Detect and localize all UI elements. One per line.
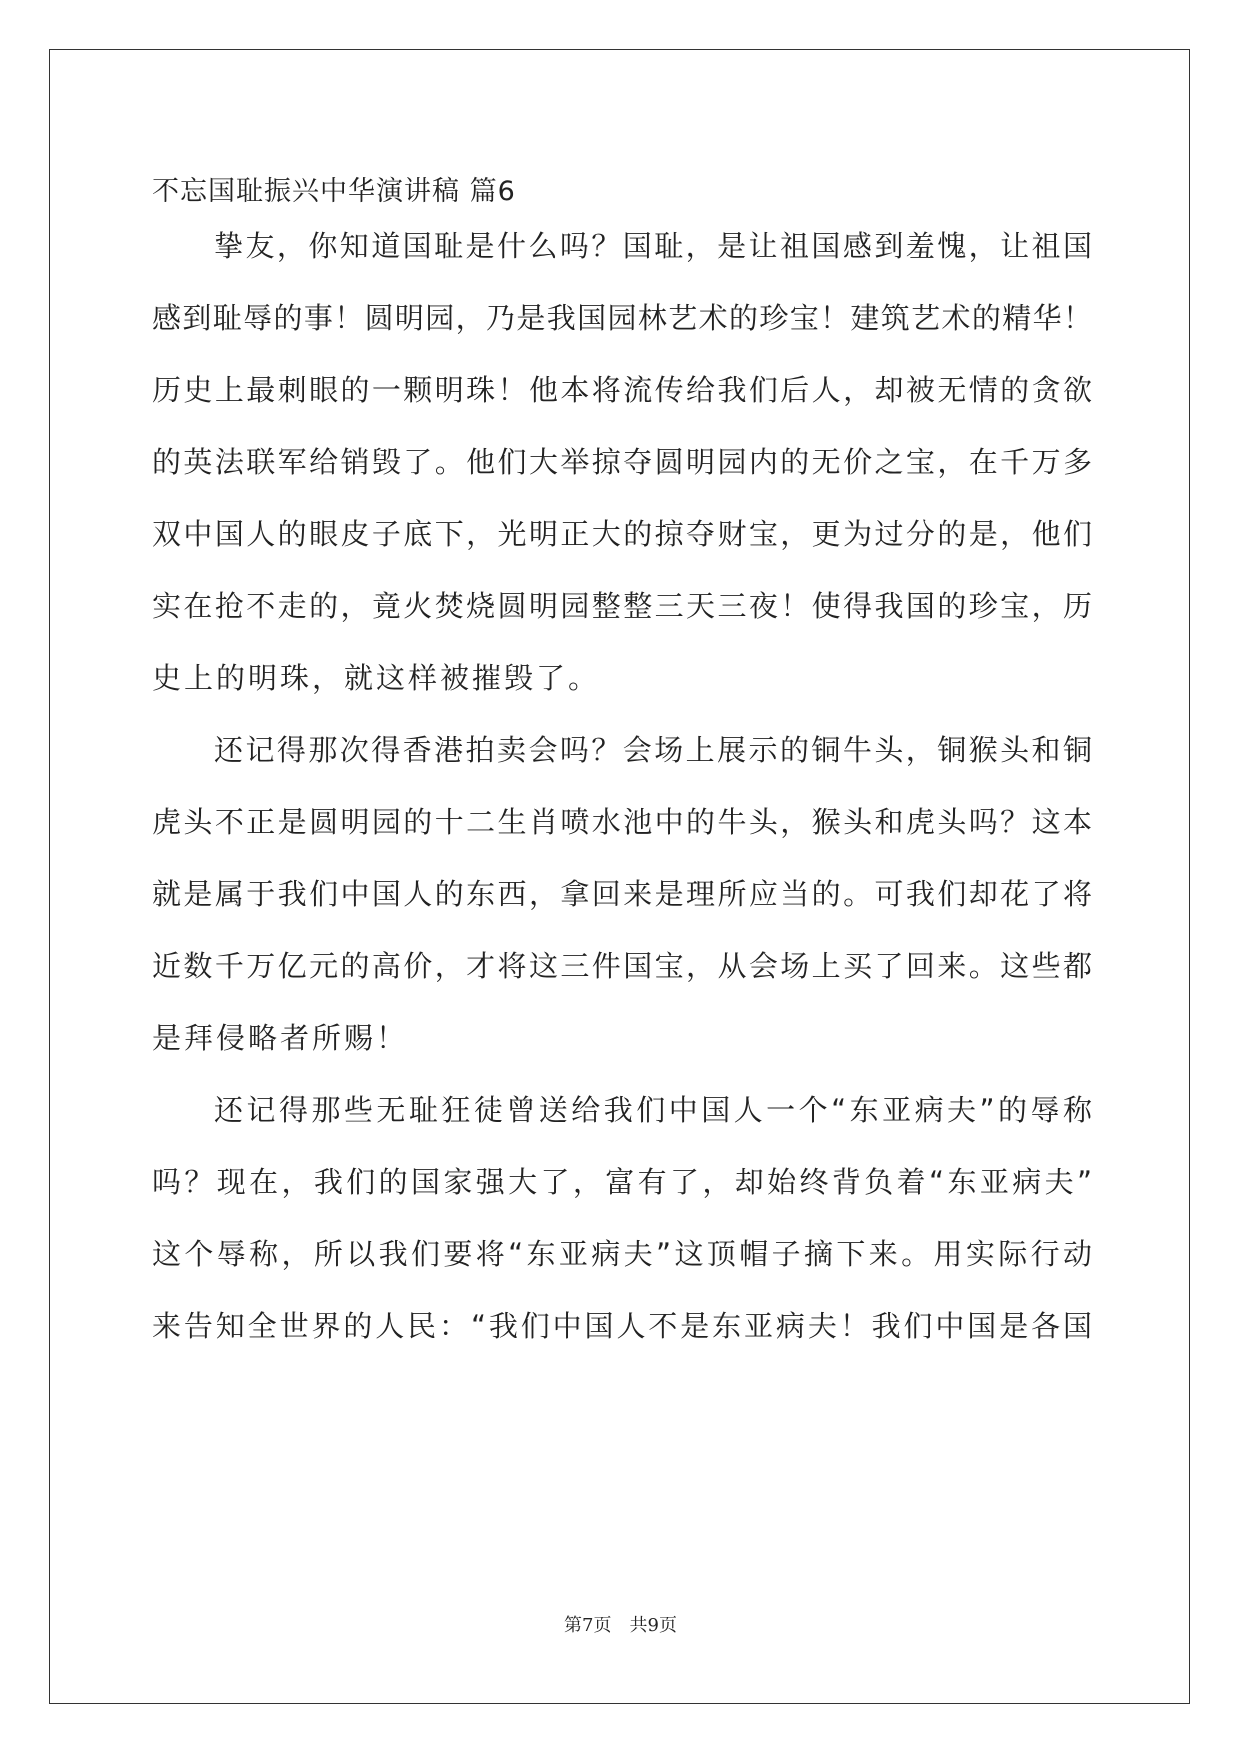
text-line: 吗？现在，我们的国家强大了，富有了，却始终背负着“东亚病夫” bbox=[152, 1165, 1092, 1199]
text-line: 实在抢不走的，竟火焚烧圆明园整整三天三夜！使得我国的珍宝，历 bbox=[152, 589, 1092, 623]
text-line: 虎头不正是圆明园的十二生肖喷水池中的牛头，猴头和虎头吗？这本 bbox=[152, 805, 1092, 839]
text-line: 史上的明珠，就这样被摧毁了。 bbox=[152, 661, 601, 695]
text-line: 是拜侵略者所赐！ bbox=[152, 1021, 409, 1055]
text-line: 来告知全世界的人民：“我们中国人不是东亚病夫！我们中国是各国 bbox=[152, 1309, 1092, 1343]
text-line: 的英法联军给销毁了。他们大举掠夺圆明园内的无价之宝，在千万多 bbox=[152, 445, 1092, 479]
text-line: 这个辱称，所以我们要将“东亚病夫”这顶帽子摘下来。用实际行动 bbox=[152, 1237, 1092, 1271]
text-line: 近数千万亿元的高价，才将这三件国宝，从会场上买了回来。这些都 bbox=[152, 949, 1092, 983]
text-line: 历史上最刺眼的一颗明珠！他本将流传给我们后人，却被无情的贪欲 bbox=[152, 373, 1092, 407]
text-line: 感到耻辱的事！圆明园，乃是我国园林艺术的珍宝！建筑艺术的精华！ bbox=[152, 301, 1092, 335]
text-line: 就是属于我们中国人的东西，拿回来是理所应当的。可我们却花了将 bbox=[152, 877, 1092, 911]
text-line: 双中国人的眼皮子底下，光明正大的掠夺财宝，更为过分的是，他们 bbox=[152, 517, 1092, 551]
page-footer: 第7页 共9页 bbox=[564, 1615, 677, 1636]
text-line: 还记得那次得香港拍卖会吗？会场上展示的铜牛头，铜猴头和铜 bbox=[214, 733, 1092, 767]
text-line: 还记得那些无耻狂徒曾送给我们中国人一个“东亚病夫”的辱称 bbox=[214, 1093, 1092, 1127]
document-title: 不忘国耻振兴中华演讲稿 篇6 bbox=[152, 176, 516, 207]
text-line: 挚友，你知道国耻是什么吗？国耻，是让祖国感到羞愧，让祖国 bbox=[214, 229, 1092, 263]
